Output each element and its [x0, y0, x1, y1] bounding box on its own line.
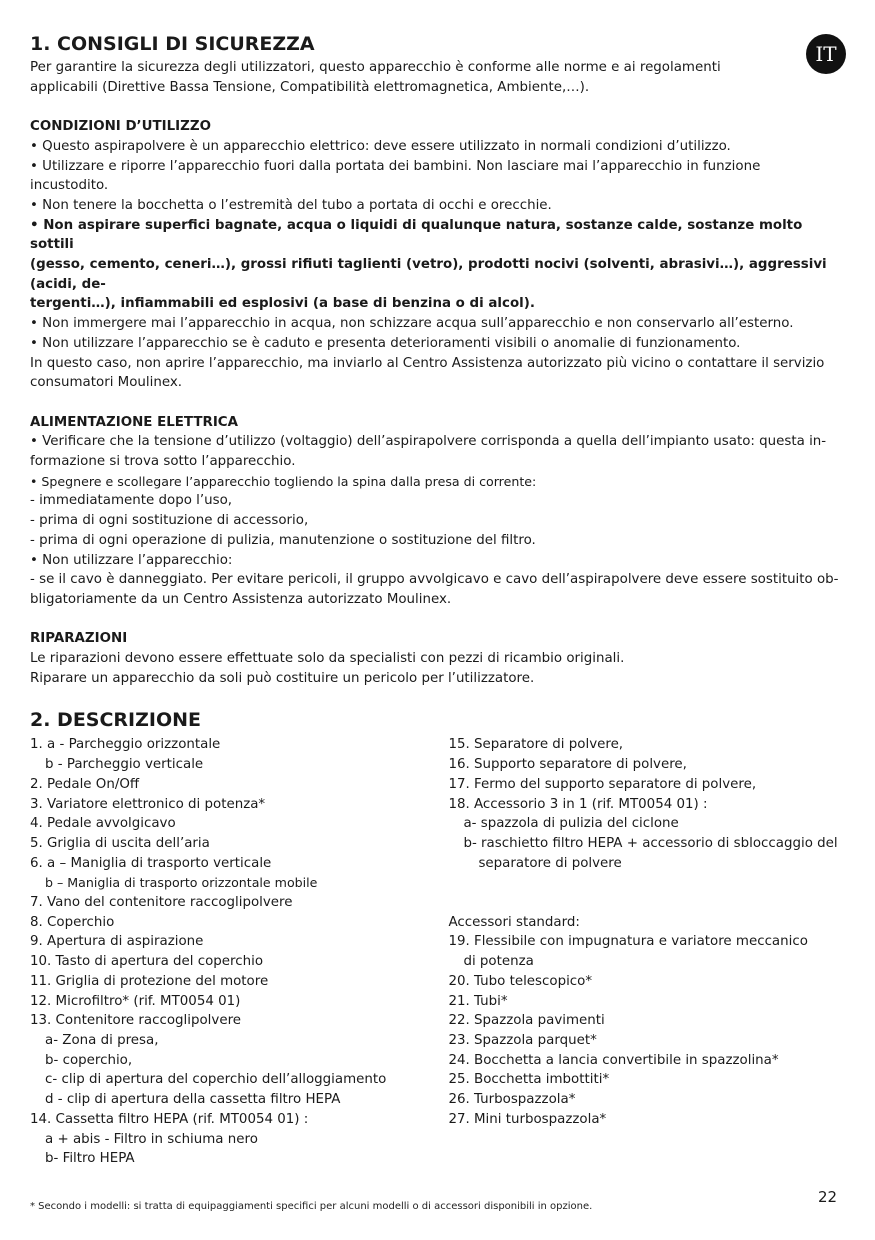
power-line: formazione si trova sotto l’apparecchio. — [30, 454, 296, 470]
list-item: 5. Griglia di uscita dell’aria — [30, 835, 210, 851]
list-item: 9. Apertura di aspirazione — [30, 934, 204, 950]
list-item: 3. Variatore elettronico di potenza* — [30, 796, 266, 812]
power-line: • Verificare che la tensione d’utilizzo (voltaggio) dell’aspirapolvere corrisponda a quella dell’impianto usato: questa in- — [30, 434, 827, 450]
list-item: b - Parcheggio verticale — [45, 757, 204, 773]
list-item: 1. a - Parcheggio orizzontale — [30, 737, 221, 753]
conditions-line: • Utilizzare e riporre l’apparecchio fuori dalla portata dei bambini. Non lasciare mai l’apparecchio in funzione incustodito. — [30, 158, 761, 194]
list-item: 11. Griglia di protezione del motore — [30, 973, 269, 989]
list-item: 22. Spazzola pavimenti — [448, 1013, 605, 1029]
list-item: 6. a – Maniglia di trasporto verticale — [30, 855, 272, 871]
parts-list-left — [30, 735, 448, 1168]
list-item: 27. Mini turbospazzola* — [448, 1111, 607, 1127]
conditions-line: consumatori Moulinex. — [30, 375, 183, 391]
power-line: • Non utilizzare l’apparecchio: — [30, 552, 233, 568]
list-item: 20. Tubo telescopico* — [448, 973, 593, 989]
conditions-line: • Questo aspirapolvere è un apparecchio elettrico: deve essere utilizzato in normali condizioni d’utilizzo. — [30, 138, 731, 154]
list-item: separatore di polvere — [478, 855, 622, 871]
list-item: a- spazzola di pulizia del ciclone — [463, 816, 679, 832]
list-item: 12. Microfiltro* (rif. MT0054 01) — [30, 993, 241, 1009]
conditions-line: • Non utilizzare l’apparecchio se è caduto e presenta deterioramenti visibili o anomalie di funzionamento. — [30, 335, 741, 351]
conditions-line: In questo caso, non aprire l’apparecchio, ma inviarlo al Centro Assistenza autorizzato più vicino o contattare il servizio — [30, 355, 825, 371]
footnote: * Secondo i modelli: si tratta di equipaggiamenti specifici per alcuni modelli o di accessori disponibili in opzione. — [30, 1201, 593, 1212]
list-item: 24. Bocchetta a lancia convertibile in spazzolina* — [448, 1052, 779, 1068]
page-number: 22 — [818, 1188, 838, 1206]
conditions-heading: CONDIZIONI D’UTILIZZO — [30, 119, 211, 135]
power-line: - immediatamente dopo l’uso, — [30, 493, 233, 509]
list-item: 4. Pedale avvolgicavo — [30, 816, 176, 832]
list-item: 14. Cassetta filtro HEPA (rif. MT0054 01) : — [30, 1111, 309, 1127]
parts-list-right — [448, 735, 842, 1168]
intro-line: Per garantire la sicurezza degli utilizzatori, questo apparecchio è conforme alle norme e ai regolamenti — [30, 60, 721, 75]
repairs-heading: RIPARAZIONI — [30, 631, 128, 647]
conditions-line: • Non tenere la bocchetta o l’estremità del tubo a portata di occhi e orecchie. — [30, 197, 552, 213]
power-line: - prima di ogni sostituzione di accessorio, — [30, 513, 309, 529]
list-item: 17. Fermo del supporto separatore di polvere, — [448, 776, 757, 792]
repairs-line: Riparare un apparecchio da soli può costituire un pericolo per l’utilizzatore. — [30, 670, 535, 686]
power-line: • Spegnere e scollegare l’apparecchio togliendo la spina dalla presa di corrente: — [30, 473, 537, 489]
conditions-bold-line: (gesso, cemento, ceneri…), grossi rifiuti taglienti (vetro), prodotti nocivi (solventi, abrasivi…), aggressivi (acidi, de- — [30, 257, 827, 292]
description-columns — [30, 735, 842, 1168]
conditions-line: • Non immergere mai l’apparecchio in acqua, non schizzare acqua sull’apparecchio e non conservarlo all’esterno. — [30, 316, 794, 332]
list-item: 18. Accessorio 3 in 1 (rif. MT0054 01) : — [448, 796, 708, 812]
list-item: 23. Spazzola parquet* — [448, 1032, 597, 1048]
power-line: bligatoriamente da un Centro Assistenza autorizzato Moulinex. — [30, 591, 452, 607]
conditions-bold-line: • Non aspirare superfici bagnate, acqua o liquidi di qualunque natura, sostanze calde, sostanze molto sottili — [30, 217, 803, 253]
list-item: 21. Tubi* — [448, 993, 508, 1009]
conditions-bold-line: tergenti…), infiammabili ed esplosivi (a base di benzina o di alcol). — [30, 296, 535, 312]
list-item: 19. Flessibile con impugnatura e variatore meccanico — [448, 934, 808, 950]
list-item: 25. Bocchetta imbottiti* — [448, 1072, 610, 1088]
list-item: b- Filtro HEPA — [45, 1151, 135, 1167]
list-item: 8. Coperchio — [30, 914, 115, 930]
list-item: b – Maniglia di trasporto orizzontale mobile — [45, 875, 318, 891]
page-content — [30, 33, 842, 1169]
list-item: 2. Pedale On/Off — [30, 776, 140, 792]
section-title-description: 2. DESCRIZIONE — [30, 709, 202, 732]
list-item: di potenza — [463, 954, 534, 970]
list-item: 13. Contenitore raccoglipolvere — [30, 1013, 242, 1029]
intro-line: applicabili (Direttive Bassa Tensione, Compatibilità elettromagnetica, Ambiente,…). — [30, 79, 590, 95]
power-heading: ALIMENTAZIONE ELETTRICA — [30, 414, 238, 430]
repairs-line: Le riparazioni devono essere effettuate solo da specialisti con pezzi di ricambio originali. — [30, 651, 625, 667]
list-item: d - clip di apertura della cassetta filtro HEPA — [45, 1092, 341, 1108]
list-item: 26. Turbospazzola* — [448, 1092, 576, 1108]
list-item: 7. Vano del contenitore raccoglipolvere — [30, 895, 293, 911]
list-item: 16. Supporto separatore di polvere, — [448, 757, 687, 773]
list-item: 15. Separatore di polvere, — [448, 737, 624, 753]
section-title-safety: 1. CONSIGLI DI SICUREZZA — [30, 33, 315, 55]
list-item: b- coperchio, — [45, 1052, 133, 1068]
accessories-heading: Accessori standard: — [448, 914, 580, 930]
power-line: - prima di ogni operazione di pulizia, manutenzione o sostituzione del filtro. — [30, 532, 536, 548]
list-item: c- clip di apertura del coperchio dell’alloggiamento — [45, 1072, 387, 1088]
list-item: a- Zona di presa, — [45, 1033, 159, 1048]
list-item: a + abis - Filtro in schiuma nero — [45, 1131, 258, 1147]
power-line: - se il cavo è danneggiato. Per evitare pericoli, il gruppo avvolgicavo e cavo dell’aspirapolvere deve essere sostituito ob- — [30, 572, 839, 588]
language-badge: IT — [806, 34, 846, 74]
list-item: 10. Tasto di apertura del coperchio — [30, 954, 264, 970]
list-item: b- raschietto filtro HEPA + accessorio di sbloccaggio del — [463, 835, 838, 851]
